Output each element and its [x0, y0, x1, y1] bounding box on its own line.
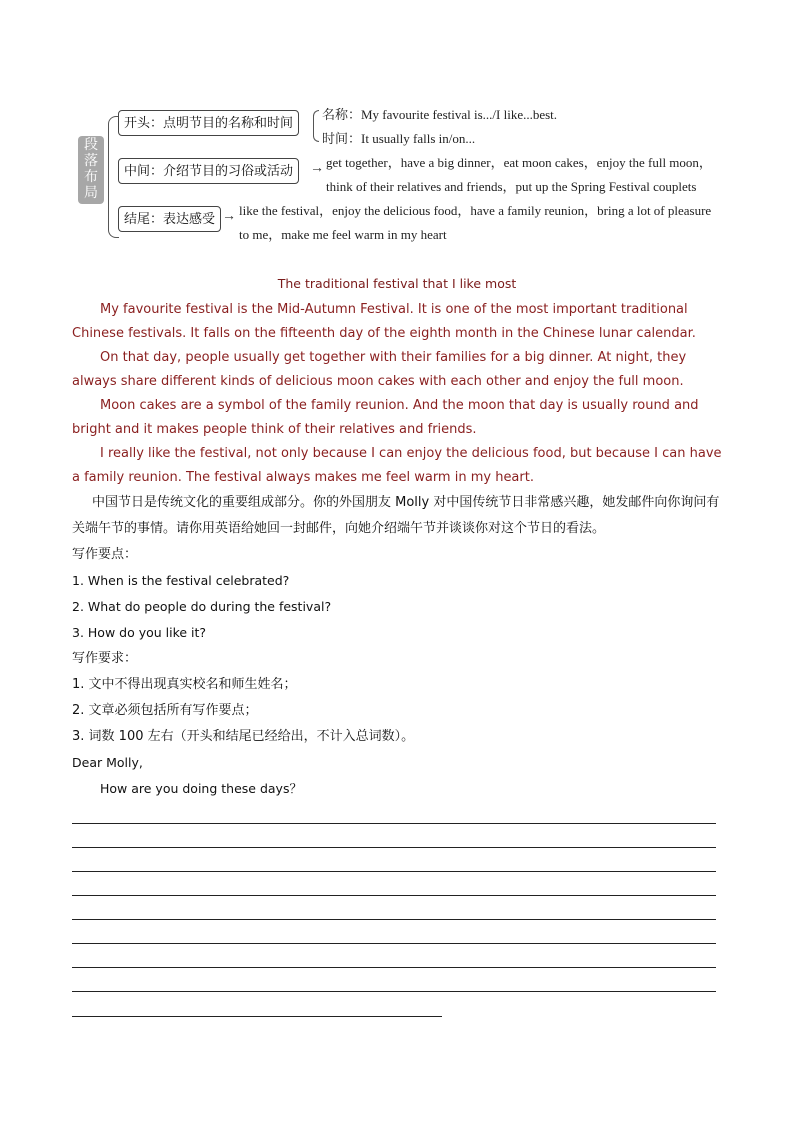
answer-line[interactable] — [72, 823, 716, 824]
point-item: 2. What do people do during the festival? — [72, 599, 332, 614]
layout-box-opening: 开头：点明节目的名称和时间 — [118, 110, 299, 136]
point-item: 1. When is the festival celebrated? — [72, 573, 290, 588]
answer-line[interactable] — [72, 919, 716, 920]
side-label-char: 落 — [84, 154, 98, 169]
layout-row2-line2: think of their relatives and friends，put up the Spring Festival couplets — [326, 179, 697, 194]
layout-row2-line1: get together，have a big dinner，eat moon cakes，enjoy the full moon， — [326, 155, 712, 170]
point-item: 3. How do you like it? — [72, 625, 207, 640]
answer-line-short[interactable] — [72, 1016, 442, 1017]
layout-row1-line2: 时间：It usually falls in/on... — [322, 131, 476, 146]
points-heading: 写作要点： — [72, 547, 138, 562]
essay-paragraph: Moon cakes are a symbol of the family reunion. And the moon that day is usually round and bright and it makes people think of their relatives and friends. — [72, 398, 699, 437]
writing-task — [72, 490, 727, 802]
arrow-icon: → — [222, 209, 236, 224]
task-intro: 中国节日是传统文化的重要组成部分。你的外国朋友 Molly 对中国传统节日非常感兴趣，她发邮件向你询问有关端午节的事情。请你用英语给她回一封邮件，向她介绍端午节并谈谈你对这个节日的看法。 — [72, 495, 720, 536]
layout-box-middle: 中间：介绍节目的习俗或活动 — [118, 158, 299, 184]
side-label-char: 局 — [84, 186, 98, 201]
layout-box-ending: 结尾：表达感受 — [118, 206, 221, 232]
requirement-item: 3. 词数 100 左右（开头和结尾已经给出，不计入总词数）。 — [72, 729, 415, 744]
arrow-icon: → — [310, 161, 324, 176]
answer-line[interactable] — [72, 895, 716, 896]
layout-row1-line1: 名称：My favourite festival is.../I like...best. — [322, 107, 558, 122]
essay-paragraph: On that day, people usually get together with their families for a big dinner. At night, they always share different kinds of delicious moon cakes with each other and enjoy the full moon. — [72, 350, 687, 389]
salutation: Dear Molly, — [72, 755, 143, 770]
sub-bracket — [313, 110, 319, 142]
answer-line[interactable] — [72, 967, 716, 968]
letter-opening: How are you doing these days？ — [100, 781, 302, 796]
layout-row3-line2: to me，make me feel warm in my heart — [239, 227, 447, 242]
requirement-item: 2. 文章必须包括所有写作要点； — [72, 703, 258, 718]
layout-side-label — [78, 136, 104, 204]
model-essay — [72, 298, 722, 490]
answer-line[interactable] — [72, 847, 716, 848]
requirement-item: 1. 文中不得出现真实校名和师生姓名； — [72, 677, 297, 692]
requirements-heading: 写作要求： — [72, 651, 138, 666]
essay-title: The traditional festival that I like most — [277, 276, 517, 291]
essay-paragraph: My favourite festival is the Mid-Autumn Festival. It is one of the most important traditional Chinese festivals. It falls on the fifteenth day of the eighth month in the Chinese lunar calendar. — [72, 302, 696, 341]
essay-paragraph: I really like the festival, not only because I can enjoy the delicious food, but because I can have a family reunion. The festival always makes me feel warm in my heart. — [72, 446, 722, 485]
answer-line[interactable] — [72, 943, 716, 944]
side-label-char: 布 — [84, 170, 98, 185]
answer-line[interactable] — [72, 991, 716, 992]
side-label-char: 段 — [84, 138, 98, 153]
layout-row3-line1: like the festival，enjoy the delicious food，have a family reunion，bring a lot of pleasure — [239, 203, 712, 218]
answer-line[interactable] — [72, 871, 716, 872]
